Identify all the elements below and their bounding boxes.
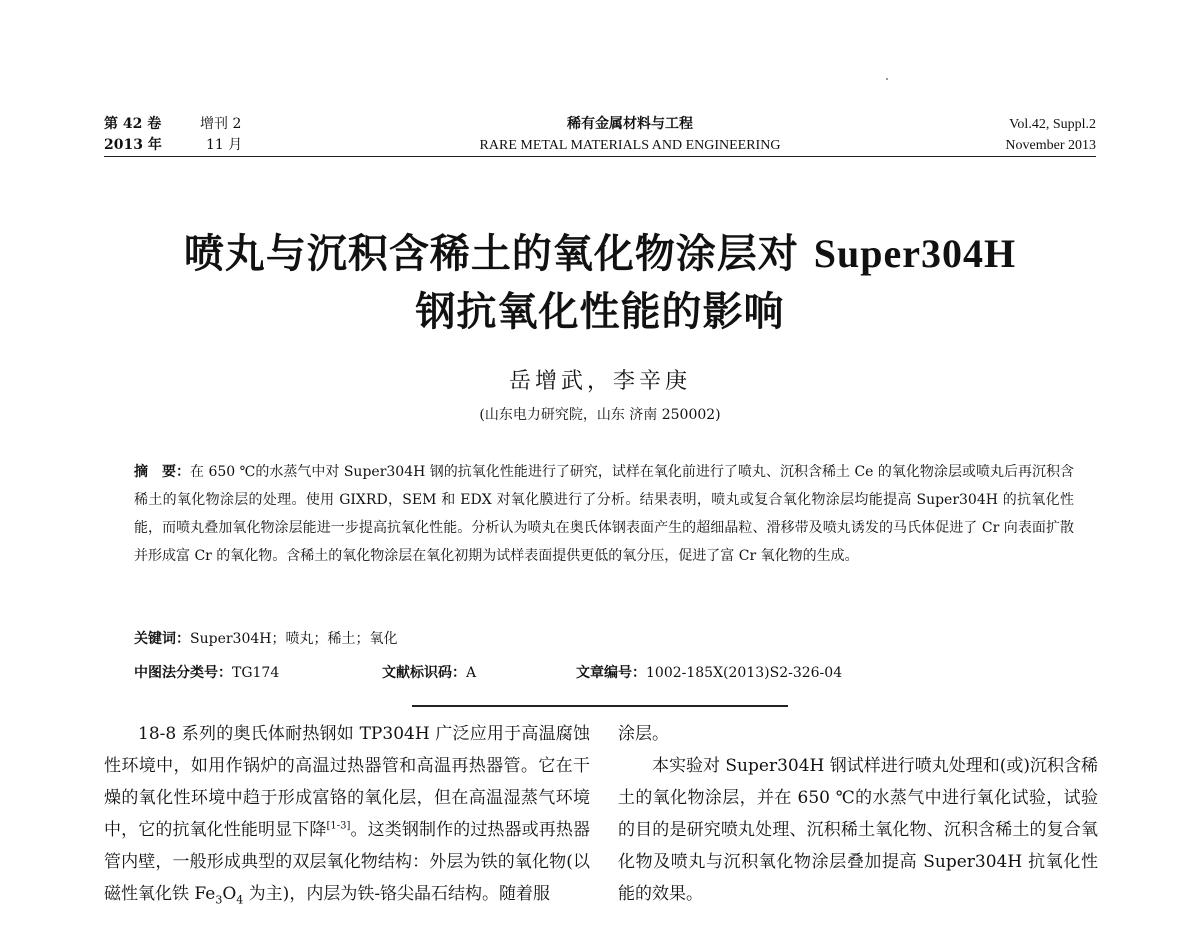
- author-list: 岳增武，李辛庚: [508, 369, 691, 394]
- body-paragraph: [104, 718, 590, 916]
- document-code: [382, 662, 476, 682]
- article-label: 文章编号：: [576, 665, 646, 681]
- subscript: 3: [215, 893, 223, 907]
- doc-value: A: [466, 665, 477, 681]
- clc-value: TG174: [232, 665, 280, 681]
- volume-en: Vol.42, Suppl.2: [1009, 117, 1096, 132]
- body-text: O: [222, 884, 237, 904]
- subscript: 4: [236, 893, 244, 907]
- body-text: 18-8 系列的奥氏体耐热钢如 TP304H 广泛应用于高温腐蚀性环境中，如用作锅炉的高温过热器管和高温再热器管。它在干燥的氧化性环境中趋于形成富铬的氧化层，但在高温湿蒸气环境中，它的抗氧化性能明显下降: [104, 724, 590, 840]
- body-text: 为主)，内层为铁-铬尖晶石结构。随着服: [243, 884, 551, 904]
- volume-label: 第 42 卷: [104, 116, 162, 132]
- body-column-right: [618, 718, 1098, 910]
- abstract-text: 在 650 ℃的水蒸气中对 Super304H 钢的抗氧化性能进行了研究，试样在氧化前进行了喷丸、沉积含稀土 Ce 的氧化物涂层或喷丸后再沉积含稀土的氧化物涂层的处理。使用 GIXRD，SEM 和 EDX 对氧化膜进行了分析。结果表明，喷丸或复合氧化物涂层均能提高 Super304H 的抗氧化性能，而喷丸叠加氧化物涂层能进一步提高抗氧化性能。分析认为喷丸在奥氏体钢表面产生的超细晶粒、滑移带及喷丸诱发的马氏体促进了 Cr 向表面扩散并形成富 Cr 的氧化物。含稀土的氧化物涂层在氧化初期为试样表面提供更低的氧分压，促进了富 Cr 氧化物的生成。: [134, 464, 1074, 564]
- date-en: November 2013: [1005, 138, 1096, 153]
- journal-title-cn: 稀有金属材料与工程: [567, 116, 693, 132]
- abstract-separator: [412, 705, 788, 707]
- year-label: 2013 年: [104, 137, 162, 153]
- abstract-label: 摘 要：: [134, 464, 191, 480]
- paper-title-line1: [0, 228, 1200, 280]
- body-paragraph: 涂层。: [618, 724, 669, 744]
- paper-title-line2: 钢抗氧化性能的影响: [415, 289, 785, 335]
- month-label: 11 月: [206, 137, 243, 153]
- affiliation: (山东电力研究院，山东 济南 250002): [479, 407, 721, 423]
- citation: [1-3]: [326, 820, 351, 832]
- body-paragraph: 本实验对 Super304H 钢试样进行喷丸处理和(或)沉积含稀土的氧化物涂层，并在 650 ℃的水蒸气中进行氧化试验，试验的目的是研究喷丸处理、沉积稀土氧化物、沉积含稀土的复合氧化物及喷丸与沉积氧化物涂层叠加提高 Super304H 抗氧化性能的效果。: [618, 756, 1099, 904]
- keywords-text: Super304H；喷丸；稀土；氧化: [190, 631, 398, 647]
- keywords-label: 关键词：: [134, 631, 190, 647]
- doc-label: 文献标识码：: [382, 665, 466, 681]
- scan-speck: [886, 78, 888, 80]
- abstract: [134, 458, 1074, 570]
- title-en-part: Super304H: [813, 231, 1017, 276]
- body-column-left: [104, 718, 590, 916]
- title-cn-part: 喷丸与沉积含稀土的氧化物涂层对: [183, 231, 814, 277]
- article-number: [576, 662, 842, 682]
- clc-label: 中图法分类号：: [134, 665, 232, 681]
- article-value: 1002-185X(2013)S2-326-04: [646, 665, 843, 681]
- keywords: [134, 628, 397, 648]
- clc-number: [134, 662, 279, 682]
- supplement-label: 增刊 2: [200, 116, 242, 132]
- body-text: 。这类钢制作的过热器或再热器管内壁，一般形成典型的双层氧化物结构：外层为铁的氧化物(以磁性氧化铁 Fe: [104, 820, 591, 904]
- journal-title-en: RARE METAL MATERIALS AND ENGINEERING: [479, 138, 781, 153]
- header-rule: [104, 156, 1096, 157]
